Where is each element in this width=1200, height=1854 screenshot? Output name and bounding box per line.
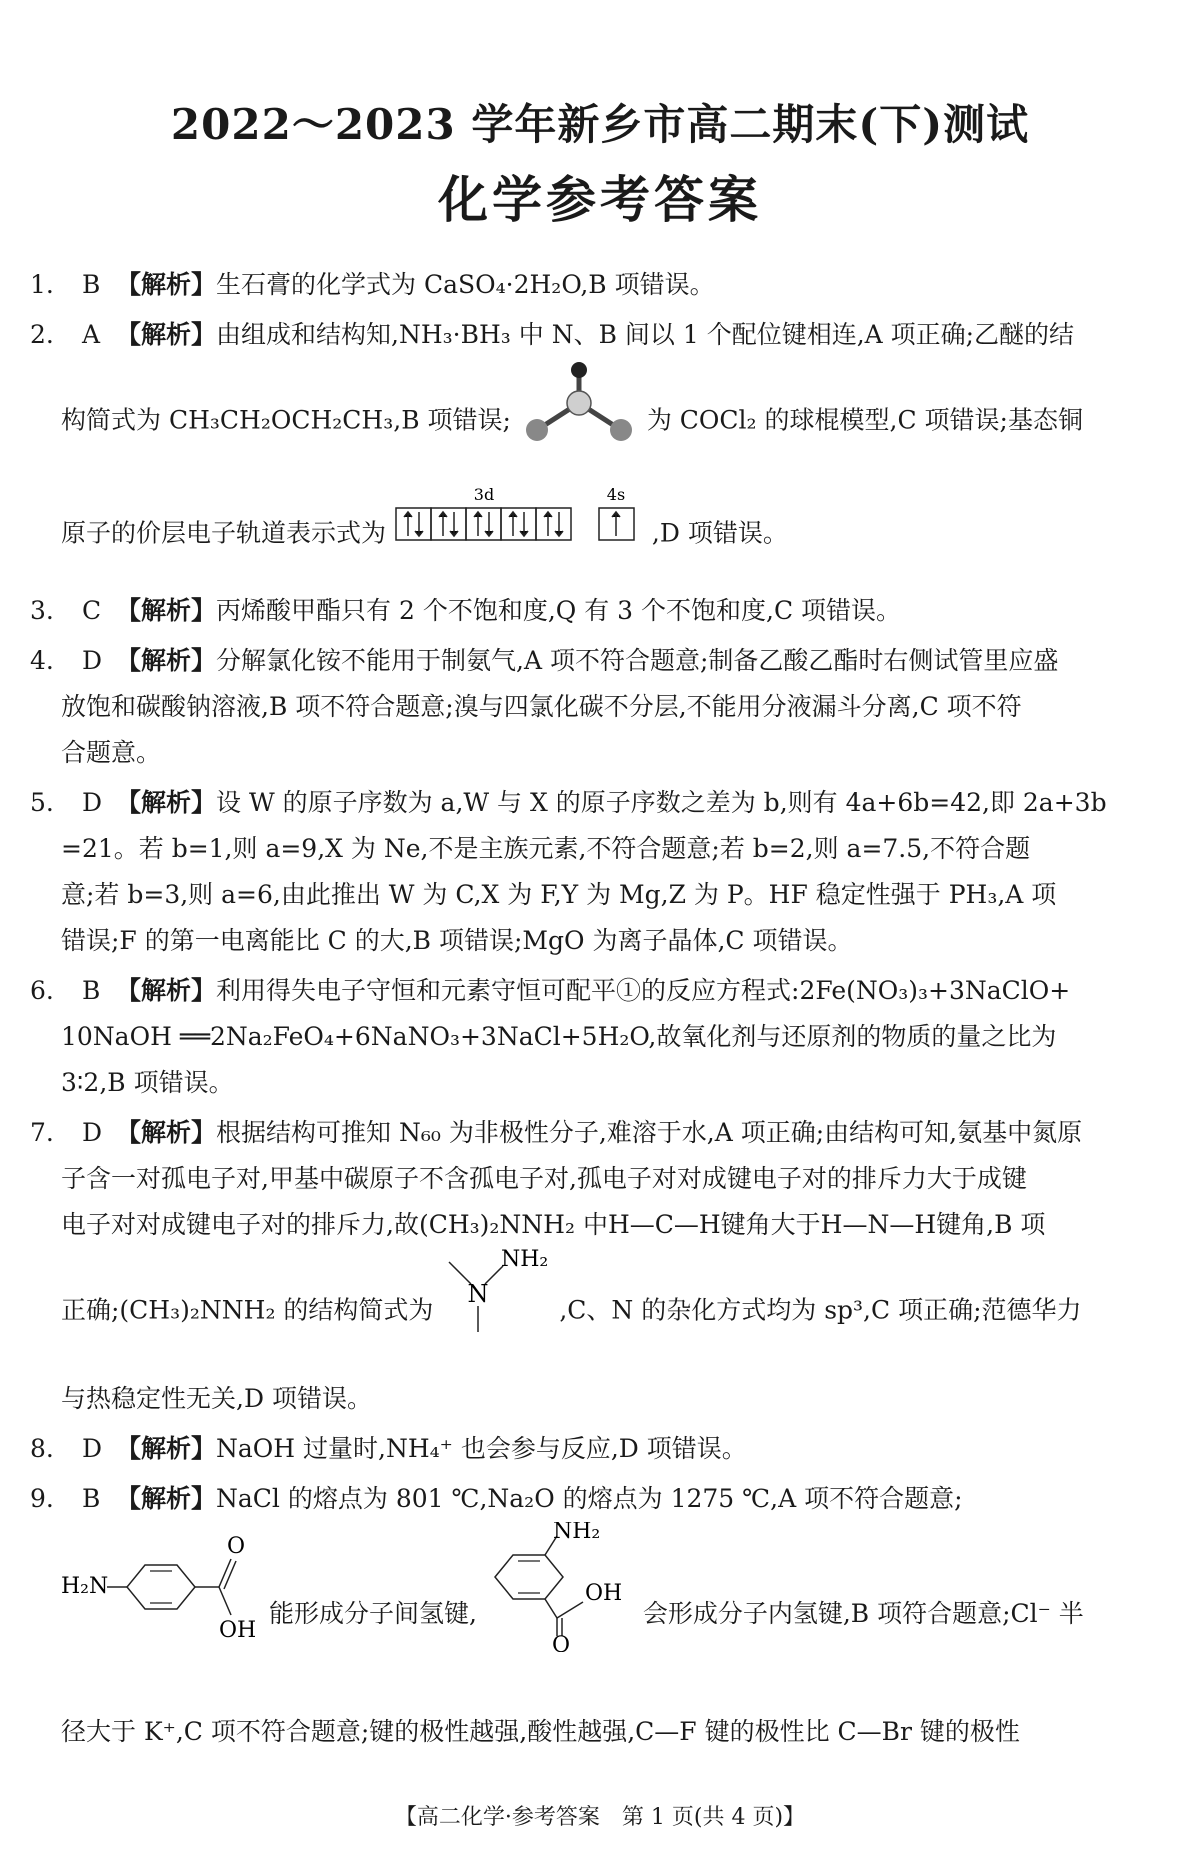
page-title: 2022～2023 学年新乡市高二期末(下)测试 — [170, 100, 1030, 149]
orbital-label-3d: 3d — [473, 486, 495, 504]
label-o-ortho: O — [551, 1633, 570, 1652]
orbital-diagram-figure — [394, 486, 644, 584]
answer-body — [30, 262, 1175, 1759]
aminobenzoic-acid-ortho-figure — [485, 1522, 635, 1709]
page-footer: 【高二化学·参考答案 第 1 页(共 4 页)】 — [394, 1805, 806, 1830]
question-7: 7. D 【解析】根据结构可推知 N₆₀ 为非极性分子,难溶于水,A 项正确;由结构可知,氨基中氮原 子含一对孤电子对,甲基中碳原子不含孤电子对,孤电子对对成键电子对的排斥力大于成键 电子对对成键电子对的排斥力,故(CH₃)₂NNH₂ 中H—C—H键角大于H—N—H键角,B 项 正确;(CH₃)₂NNH₂ 的结构简式为 N NH₂ ,C、N 的杂化方式均为 sp³,C 项正确;范德华力 与热稳定性无关,D 项错误。 — [30, 1118, 1083, 1413]
label-oh-ortho: OH — [584, 1581, 623, 1606]
question-3: 3. C 【解析】丙烯酸甲酯只有 2 个不饱和度,Q 有 3 个不饱和度,C 项错误。 — [30, 596, 902, 625]
label-h2n: H₂N — [61, 1574, 109, 1599]
ball-stick-model-figure — [519, 358, 639, 486]
hydrazine-structure-figure — [441, 1248, 551, 1376]
question-6: 6. B 【解析】利用得失电子守恒和元素守恒可配平①的反应方程式:2Fe(NO₃)₃+3NaClO+ 10NaOH ══2Na₂FeO₄+6NaNO₃+3NaCl+5H₂O,故氧化剂与还原剂的物质的量之比为 3∶2,B 项错误。 — [30, 976, 1071, 1097]
question-8: 8. D 【解析】NaOH 过量时,NH₄⁺ 也会参与反应,D 项错误。 — [30, 1434, 747, 1463]
aminobenzoic-acid-para-figure — [61, 1527, 261, 1704]
question-9: 9. B 【解析】NaCl 的熔点为 801 ℃,Na₂O 的熔点为 1275 ℃,A 项不符合题意; H₂N O OH 能形成分子间氢键, NH₂ OH O 会形成分子内氢键,B 项符合题意;Cl⁻ 半 径大于 K⁺,C 项不符合题意;键的极性越强,酸性越强,C—F 键的极性比 C—Br 键的极性 — [30, 1484, 1084, 1746]
label-oh: OH — [219, 1618, 257, 1643]
structure-label-nh2: NH₂ — [501, 1248, 549, 1272]
question-5: 5. D 【解析】设 W 的原子序数为 a,W 与 X 的原子序数之差为 b,则有 4a+6b=42,即 2a+3b =21。若 b=1,则 a=9,X 为 Ne,不是主族元素,不符合题意;若 b=2,则 a=7.5,不符合题 意;若 b=3,则 a=6,由此推出 W 为 C,X 为 F,Y 为 Mg,Z 为 P。HF 稳定性强于 PH₃,A 项 错误;F 的第一电离能比 C 的大,B 项错误;MgO 为离子晶体,C 项错误。 — [30, 788, 1107, 955]
structure-label-n: N — [467, 1280, 489, 1308]
question-4: 4. D 【解析】分解氯化铵不能用于制氨气,A 项不符合题意;制备乙酸乙酯时右侧试管里应盛 放饱和碳酸钠溶液,B 项不符合题意;溴与四氯化碳不分层,不能用分液漏斗分离,C 项不符 合题意。 — [30, 646, 1059, 767]
page-subtitle: 化学参考答案 — [438, 170, 762, 229]
orbital-label-4s: 4s — [606, 486, 626, 504]
question-2: 2. A 【解析】由组成和结构知,NH₃·BH₃ 中 N、B 间以 1 个配位键相连,A 项正确;乙醚的结 构简式为 CH₃CH₂OCH₂CH₃,B 项错误; 为 COCl₂ 的球棍模型,C 项错误;基态铜 原子的价层电子轨道表示式为 3d 4s ,D 项错误。 — [30, 312, 1175, 584]
question-1: 1. B 【解析】生石膏的化学式为 CaSO₄·2H₂O,B 项错误。 — [30, 270, 715, 299]
label-o: O — [227, 1534, 246, 1559]
label-nh2-ortho: NH₂ — [552, 1522, 601, 1544]
